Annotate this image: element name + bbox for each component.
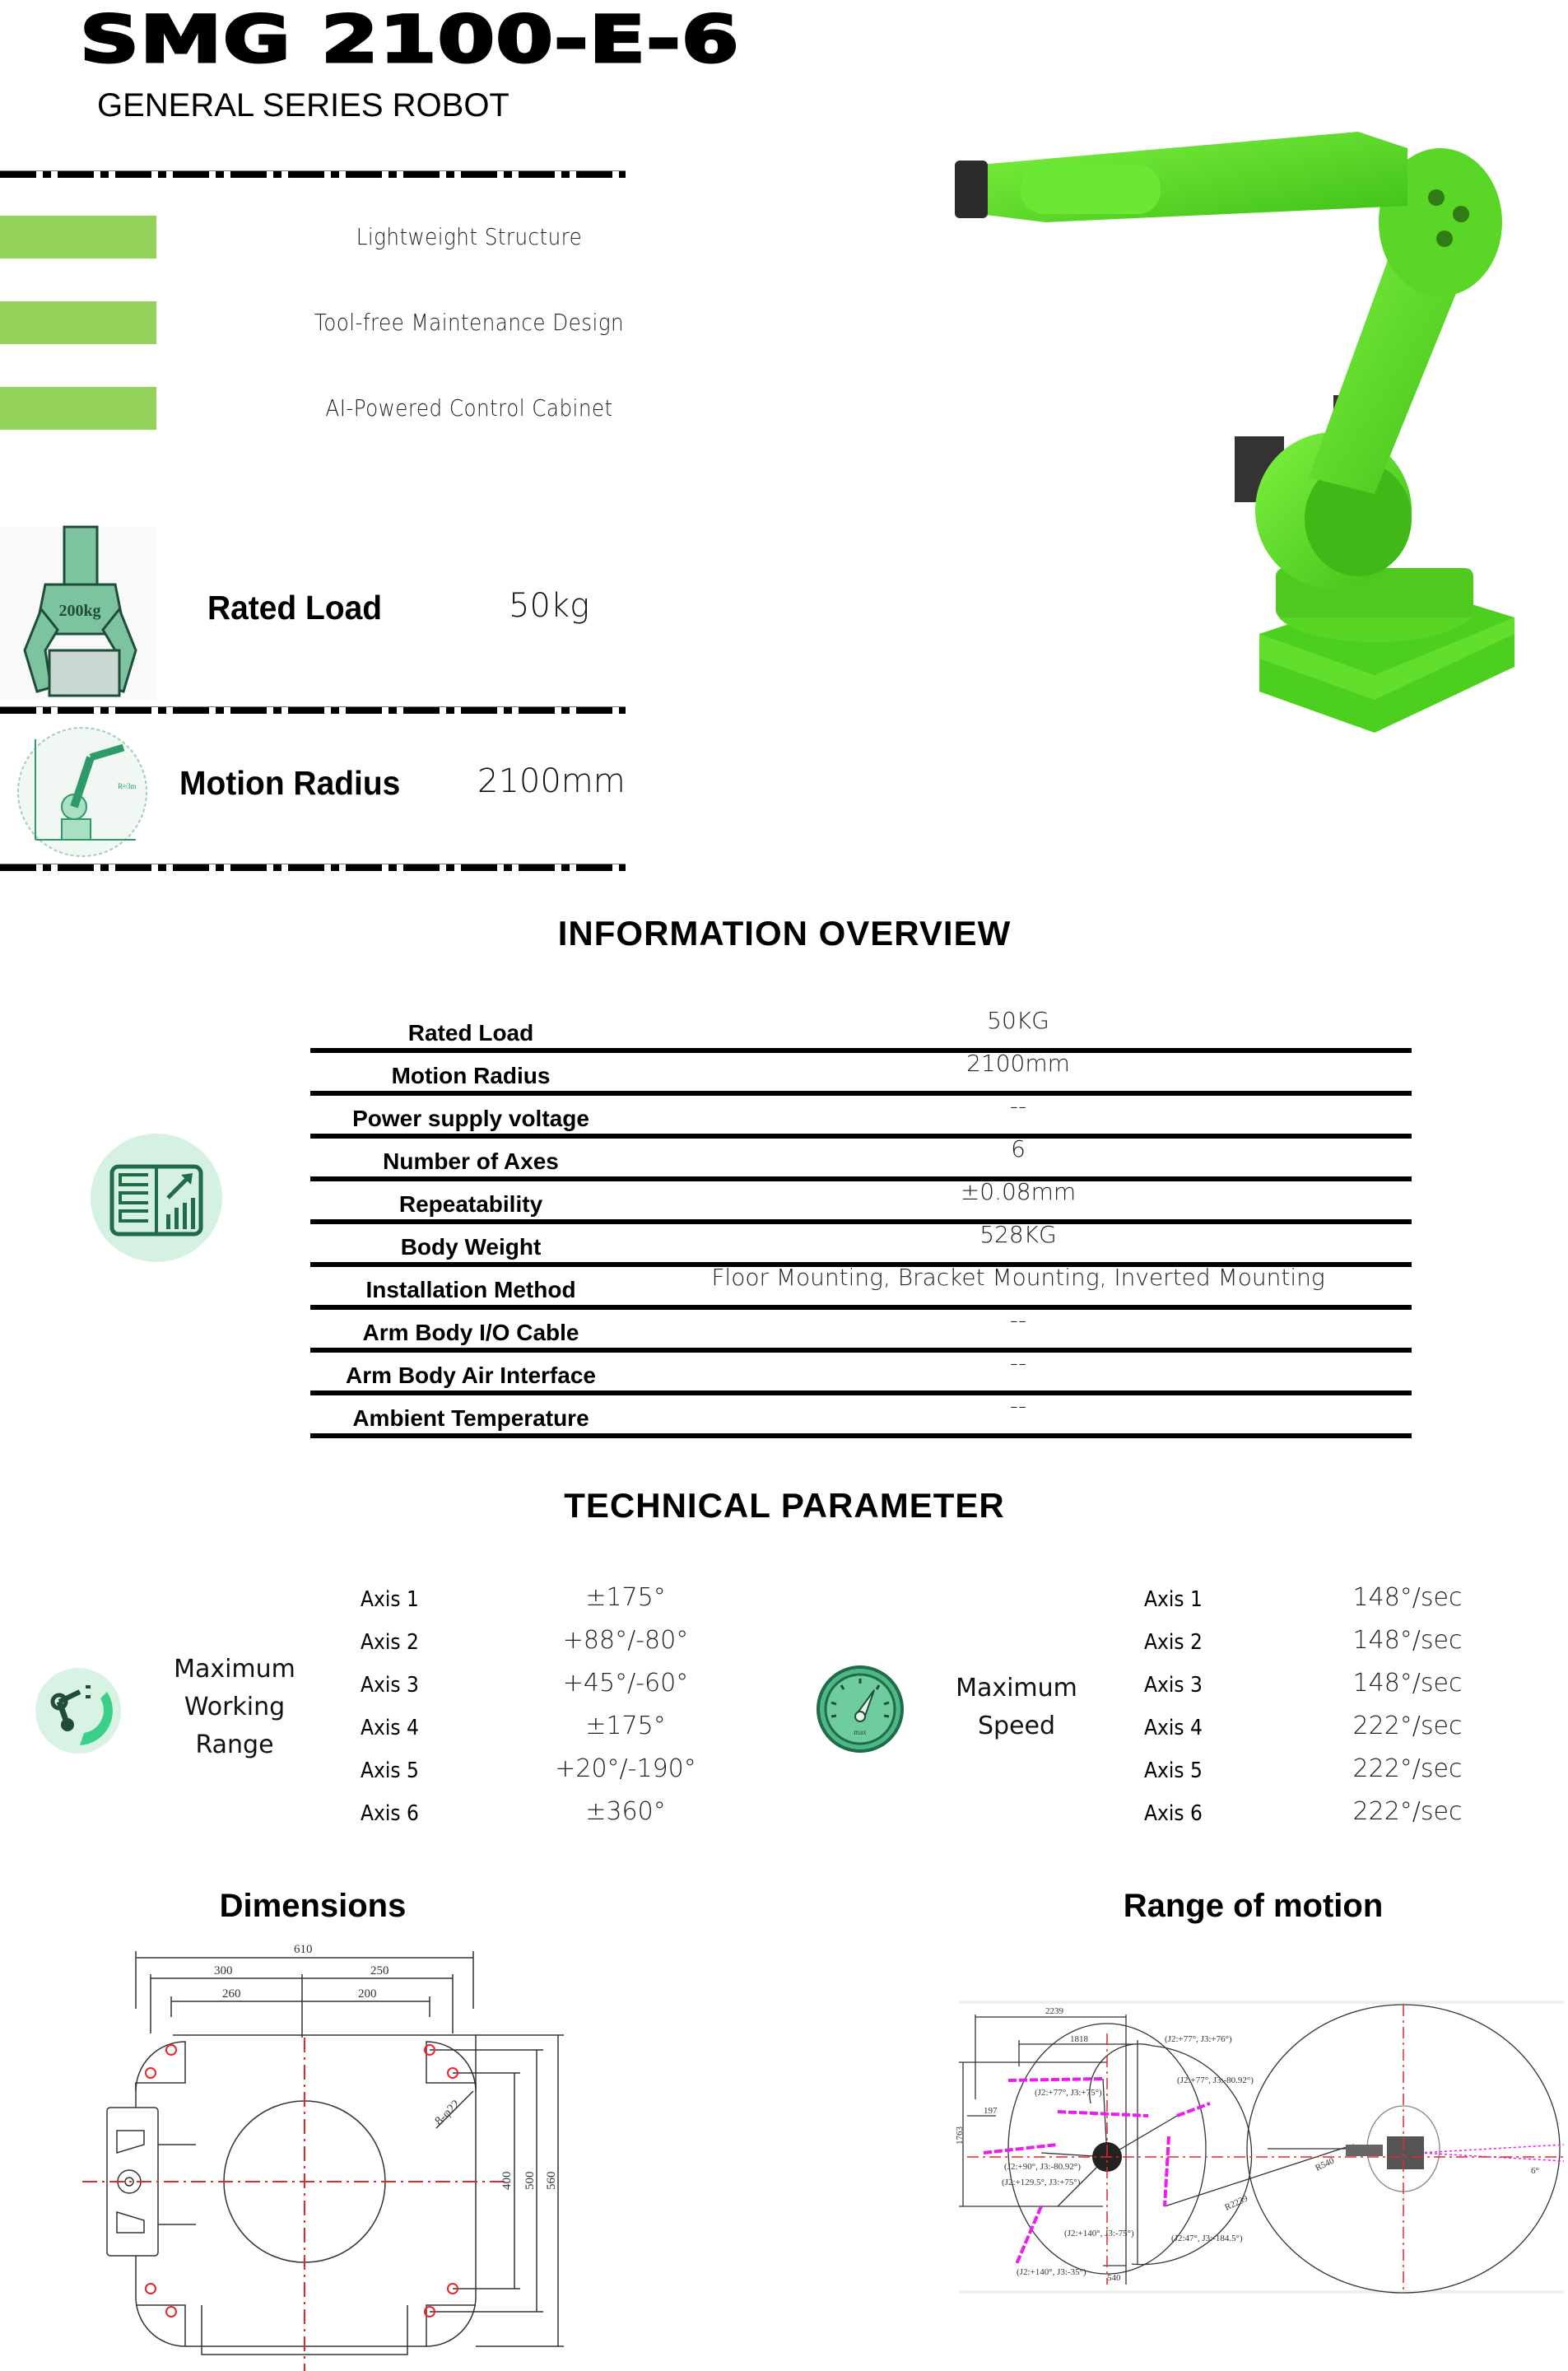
speed-axis-label: Axis 2 [1144, 1630, 1203, 1655]
gripper-weight-label: 200kg [58, 602, 101, 620]
row-value: 528KG [979, 1221, 1057, 1248]
range-axis-label: Axis 1 [361, 1587, 419, 1612]
max-speed-label: Maximum Speed [956, 1674, 1077, 1740]
robot-arm-range-icon [35, 1667, 122, 1754]
dim-holes: 8-φ22 [432, 2097, 463, 2128]
speed-axis-label: Axis 1 [1144, 1587, 1203, 1612]
row-value: -- [1009, 1092, 1027, 1120]
pose-label: (J2:+77°, J3:+75°) [1035, 2088, 1102, 2098]
radius-icon-label: R≈3m [118, 782, 137, 790]
row-value: -- [1009, 1307, 1027, 1334]
range-of-motion-title: Range of motion [1123, 1888, 1384, 1924]
range-axis-value: +88°/-80° [562, 1626, 689, 1655]
row-label: Repeatability [398, 1191, 543, 1217]
row-value: ±0.08mm [960, 1178, 1077, 1205]
speed-axis-value: 148°/sec [1352, 1583, 1463, 1612]
report-chart-icon [89, 1132, 224, 1264]
feature-lightweight-structure: Lightweight Structure [356, 223, 583, 250]
angle-label: 6° [1531, 2166, 1539, 2176]
speed-gauge-icon [817, 1665, 904, 1753]
rated-load-value: 50kg [509, 587, 590, 625]
dim-overall-width: 610 [294, 1943, 313, 1956]
dimensions-title: Dimensions [219, 1888, 407, 1924]
gauge-max-label: max [854, 1728, 867, 1736]
dim-right-inner: 200 [358, 1987, 377, 2001]
dim-left-outer: 300 [214, 1964, 233, 1977]
row-label: Ambient Temperature [352, 1405, 589, 1431]
feature-bar [0, 387, 156, 430]
pose-label: (J2:+77°, J3:+76°) [1165, 2034, 1232, 2044]
table-row [310, 1392, 1412, 1438]
feature-ai-control-cabinet: AI-Powered Control Cabinet [325, 394, 613, 422]
table-row [310, 1178, 1412, 1224]
row-label: Motion Radius [391, 1063, 551, 1088]
dashed-divider [0, 706, 626, 714]
row-label: Installation Method [365, 1277, 576, 1302]
radius-outer-label: R2239 [1223, 2193, 1249, 2213]
motion-radius-icon [12, 724, 152, 864]
range-axis-value: +20°/-190° [555, 1754, 696, 1783]
product-series-subtitle: GENERAL SERIES ROBOT [97, 87, 509, 123]
speed-axis-value: 148°/sec [1352, 1626, 1463, 1655]
range-axis-value: ±175° [585, 1712, 666, 1740]
table-row [310, 1135, 1412, 1181]
range-axis-label: Axis 5 [361, 1758, 419, 1783]
feature-bar [0, 301, 156, 344]
dashed-divider [0, 864, 626, 871]
motion-radius-value: 2100mm [477, 762, 626, 800]
row-value: 50KG [987, 1007, 1049, 1034]
pose-label: (J2:+140°, J3:-35°) [1017, 2267, 1086, 2277]
speed-axis-value: 148°/sec [1352, 1669, 1463, 1698]
offset-label: 197 [984, 2106, 998, 2116]
motion-radius-label: Motion Radius [179, 764, 401, 802]
dashed-divider [0, 170, 626, 178]
base-offset-label: 540 [1107, 2273, 1121, 2283]
speed-axis-label: Axis 5 [1144, 1758, 1203, 1783]
range-axis-label: Axis 4 [361, 1716, 419, 1740]
feature-tool-free-maintenance: Tool-free Maintenance Design [314, 309, 625, 336]
feature-bar [0, 216, 156, 259]
dim-right-outer: 250 [370, 1964, 389, 1977]
row-value: 6 [1011, 1135, 1026, 1162]
range-axis-label: Axis 6 [361, 1801, 419, 1826]
range-axis-value: ±360° [585, 1797, 666, 1826]
dim-height-mid: 500 [523, 2171, 537, 2190]
pose-label: (J2:+140°, J3:-75°) [1064, 2229, 1134, 2238]
rated-load-label: Rated Load [207, 589, 383, 627]
table-row [310, 1007, 1412, 1053]
pose-label: (J2:+77°, J3:-80.92°) [1177, 2075, 1254, 2085]
row-label: Rated Load [407, 1020, 534, 1046]
table-row [310, 1050, 1412, 1096]
row-value: Floor Mounting, Bracket Mounting, Inverted Mounting [711, 1264, 1325, 1291]
radius-inner-label: R540 [1314, 2155, 1336, 2173]
row-label: Power supply voltage [352, 1106, 589, 1131]
robot-arm-image [947, 123, 1556, 733]
row-value: 2100mm [966, 1050, 1070, 1077]
speed-axis-label: Axis 3 [1144, 1673, 1203, 1698]
information-overview-title: INFORMATION OVERVIEW [557, 914, 1012, 953]
range-axis-value: +45°/-60° [562, 1669, 689, 1698]
speed-axis-value: 222°/sec [1352, 1712, 1463, 1740]
working-range-label: Maximum Working Range [174, 1655, 295, 1759]
row-label: Body Weight [400, 1234, 542, 1260]
row-label: Arm Body I/O Cable [362, 1320, 579, 1345]
range-of-motion-drawing [955, 2001, 1564, 2313]
base-dimensions-drawing [82, 1935, 593, 2371]
pose-label: (J2:+90°, J3:-80.92°) [1004, 2162, 1081, 2172]
row-value: -- [1009, 1349, 1027, 1376]
reach-inner-label: 1818 [1070, 2034, 1088, 2044]
reach-height-label: 1763 [955, 2126, 965, 2145]
product-model-title: SMG 2100-E-6 [80, 3, 740, 77]
speed-axis-value: 222°/sec [1352, 1754, 1463, 1783]
row-label: Arm Body Air Interface [346, 1363, 596, 1388]
dim-height-inner: 400 [500, 2171, 514, 2190]
speed-axis-value: 222°/sec [1352, 1797, 1463, 1826]
row-value: -- [1009, 1392, 1027, 1419]
dim-left-inner: 260 [222, 1987, 241, 2001]
row-label: Number of Axes [383, 1148, 559, 1174]
speed-axis-label: Axis 4 [1144, 1716, 1203, 1740]
technical-parameter-title: TECHNICAL PARAMETER [564, 1486, 1005, 1525]
table-row [310, 1221, 1412, 1267]
pose-label: (J2:+129.5°, J3:+75°) [1002, 2178, 1081, 2187]
table-row [310, 1264, 1412, 1310]
pose-label: (J2:47°, J3:-184.5°) [1171, 2234, 1243, 2243]
table-row [310, 1092, 1412, 1139]
gripper-load-icon [0, 527, 156, 700]
table-row [310, 1307, 1412, 1353]
table-row [310, 1349, 1412, 1395]
dim-height-outer: 560 [545, 2171, 558, 2190]
range-axis-label: Axis 2 [361, 1630, 419, 1655]
reach-width-label: 2239 [1045, 2006, 1063, 2016]
speed-axis-label: Axis 6 [1144, 1801, 1203, 1826]
range-axis-label: Axis 3 [361, 1673, 419, 1698]
range-axis-value: ±175° [585, 1583, 666, 1612]
